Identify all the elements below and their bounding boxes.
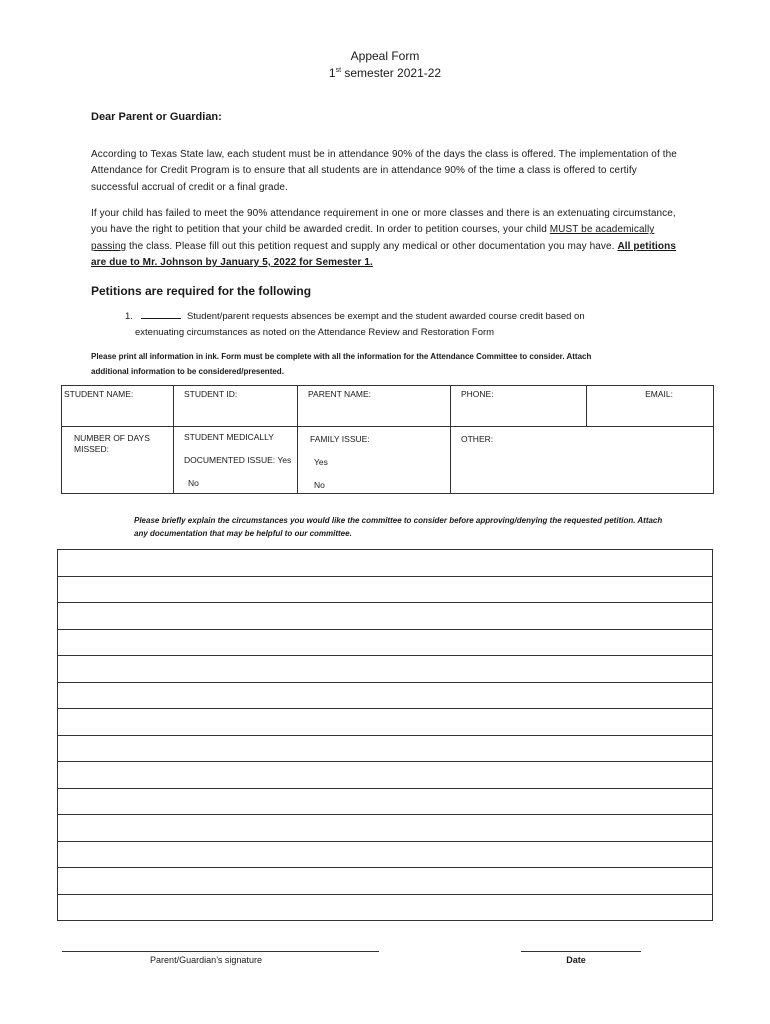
date-line[interactable]: [521, 951, 641, 952]
explanation-line[interactable]: [58, 842, 712, 869]
explanation-line[interactable]: [58, 762, 712, 789]
explanation-line[interactable]: [58, 868, 712, 895]
parent-name-field[interactable]: PARENT NAME:: [298, 386, 451, 427]
explanation-line[interactable]: [58, 630, 712, 657]
explanation-line[interactable]: [58, 815, 712, 842]
form-title: Appeal Form: [350, 49, 420, 63]
paragraph-law: According to Texas State law, each student must be in attendance 90% of the days the class is offered. The implementation of the Attendance for Credit Program is to ensure that all students are in attendance 90% of the time a class is offered to certify successful accrual of credit or a final grade.: [91, 149, 677, 193]
medical-yes-option: DOCUMENTED ISSUE: Yes: [184, 455, 292, 465]
explanation-line[interactable]: [58, 550, 712, 577]
explanation-line[interactable]: [58, 736, 712, 763]
explanation-line[interactable]: [58, 895, 712, 922]
email-field[interactable]: EMAIL:: [587, 386, 714, 427]
medical-no-option: No: [188, 478, 199, 488]
student-info-table: [61, 385, 714, 494]
explanation-line[interactable]: [58, 603, 712, 630]
explanation-line[interactable]: [58, 656, 712, 683]
family-issue-field[interactable]: FAMILY ISSUE: Yes No: [298, 427, 451, 494]
petitions-heading: Petitions are required for the following: [91, 284, 312, 298]
explanation-line[interactable]: [58, 577, 712, 604]
explanation-line[interactable]: [58, 709, 712, 736]
deadline-notice: All petitions are due to Mr. Johnson by January 5, 2022 for Semester 1.: [91, 240, 676, 268]
passing-requirement: MUST be academically passing: [91, 224, 655, 252]
family-yes-option: Yes: [314, 457, 328, 467]
medical-issue-field[interactable]: STUDENT MEDICALLY DOCUMENTED ISSUE: Yes No: [174, 427, 298, 494]
parent-signature-label: Parent/Guardian’s signature: [150, 955, 262, 965]
phone-field[interactable]: PHONE:: [451, 386, 587, 427]
paragraph-petition: If your child has failed to meet the 90% attendance requirement in one or more classes and there is an extenuating circumstance, you have the right to petition that your child be awarded credit. In order to petition courses, your child MUST be academically passing the class. Please fill out this petition request and supply any medical or other documentation you may have. All petitions are due to Mr. Johnson by January 5, 2022 for Semester 1.: [91, 208, 676, 268]
family-no-option: No: [314, 480, 325, 490]
ink-notice: Please print all information in ink. Form must be complete with all the information for the Attendance Committee to consider. Attach additional information to be considered/presented.: [91, 352, 592, 376]
petition-item: 1. Student/parent requests absences be exempt and the student awarded course credit based on extenuating circumstances as noted on the Attendance Review and Restoration Form: [125, 311, 585, 338]
student-name-field[interactable]: STUDENT NAME:: [62, 386, 174, 427]
other-field[interactable]: OTHER:: [451, 427, 714, 494]
petition-checkbox-line[interactable]: [141, 310, 181, 319]
greeting: Dear Parent or Guardian:: [91, 111, 222, 123]
parent-signature-line[interactable]: [62, 951, 379, 952]
student-id-field[interactable]: STUDENT ID:: [174, 386, 298, 427]
days-missed-field[interactable]: NUMBER OF DAYS MISSED:: [62, 427, 174, 494]
explanation-lines-box[interactable]: [57, 549, 713, 921]
explanation-line[interactable]: [58, 789, 712, 816]
semester-subtitle: 1st semester 2021-22: [328, 66, 442, 80]
explanation-line[interactable]: [58, 683, 712, 710]
date-label: Date: [566, 955, 586, 965]
explanation-instructions: Please briefly explain the circumstances you would like the committee to consider before approving/denying the requested petition. Attach any documentation that may be helpful to our committee.: [134, 516, 663, 538]
